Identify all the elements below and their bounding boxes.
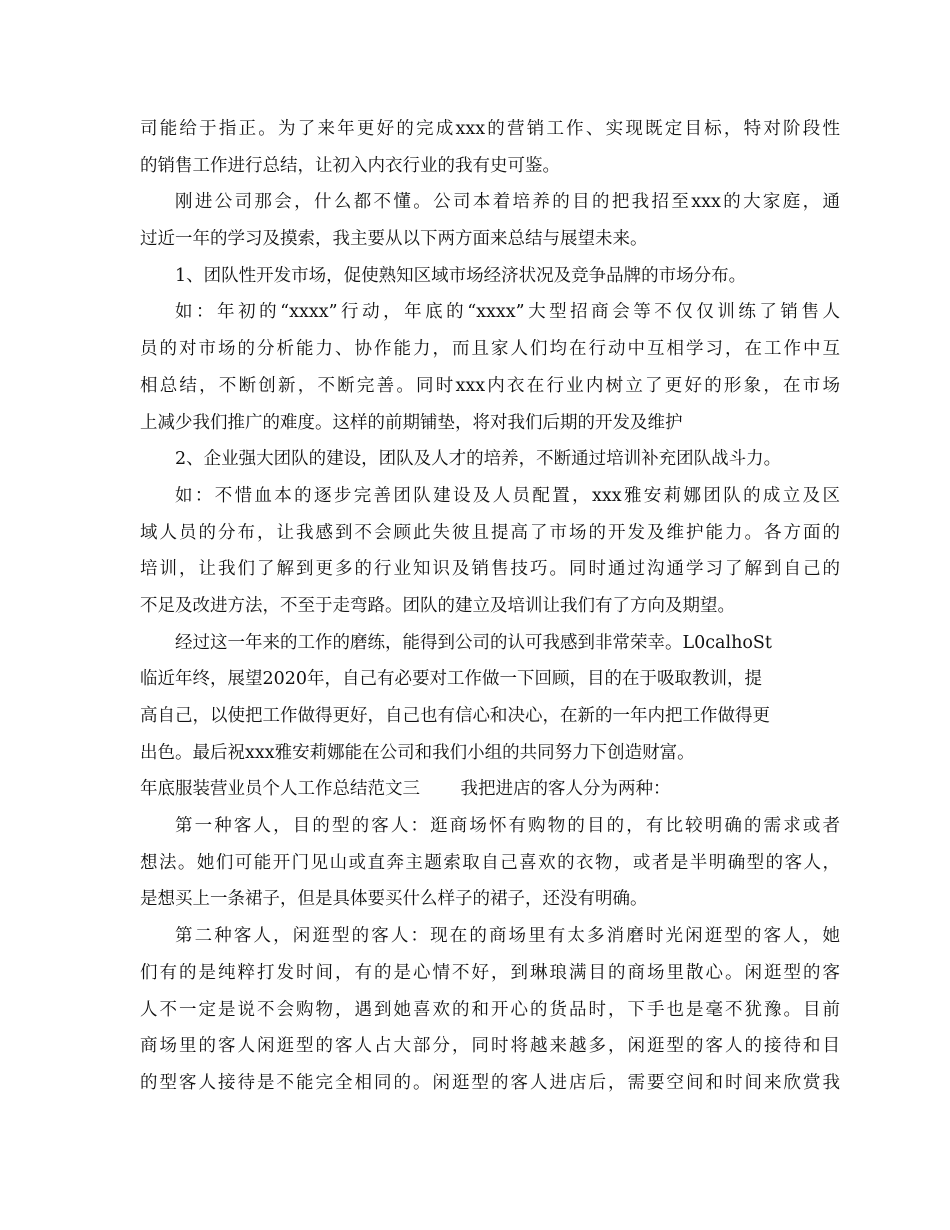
- text-line: 1、团队性开发市场，促使熟知区域市场经济状况及竞争品牌的市场分布。: [175, 265, 747, 286]
- text-line: 是想买上一条裙子，但是具体要买什么样子的裙子，还没有明确。: [140, 889, 648, 910]
- text-line: 第二种客人，闲逛型的客人：现在的商场里有太多消磨时光闲逛型的客人，她: [175, 926, 840, 947]
- text-line: 出色。最后祝xxx雅安莉娜能在公司和我们小组的共同努力下创造财富。: [140, 742, 695, 763]
- text-line: 相总结，不断创新，不断完善。同时xxx内衣在行业内树立了更好的形象，在市场: [140, 375, 840, 396]
- text-line: 培训，让我们了解到更多的行业知识及销售技巧。同时通过沟通学习了解到自己的: [140, 559, 840, 580]
- text-line: 年底服装营业员个人工作总结范文三 我把进店的客人分为两种：: [140, 779, 671, 800]
- text-line: 上减少我们推广的难度。这样的前期铺垫，将对我们后期的开发及维护: [140, 412, 683, 433]
- document-body: [140, 111, 840, 1102]
- text-line: 临近年终，展望2020年，自己有必要对工作做一下回顾，目的在于吸取教训，提: [140, 669, 763, 690]
- text-line: 不足及改进方法，不至于走弯路。团队的建立及培训让我们有了方向及期望。: [140, 595, 735, 616]
- text-line: 员的对市场的分析能力、协作能力，而且家人们均在行动中互相学习，在工作中互: [140, 339, 840, 360]
- text-line: 高自己，以使把工作做得更好，自己也有信心和决心，在新的一年内把工作做得更: [140, 706, 770, 726]
- text-line: 刚进公司那会，什么都不懂。公司本着培养的目的把我招至xxx的大家庭，通: [175, 192, 840, 213]
- text-line: 的销售工作进行总结，让初入内衣行业的我有史可鉴。: [140, 155, 560, 176]
- text-line: 们有的是纯粹打发时间，有的是心情不好，到琳琅满目的商场里散心。闲逛型的客: [140, 962, 840, 983]
- text-line: 2、企业强大团队的建设，团队及人才的培养，不断通过培训补充团队战斗力。: [175, 449, 782, 470]
- text-line: 过近一年的学习及摸索，我主要从以下两方面来总结与展望未来。: [140, 229, 648, 250]
- text-line: 如：不惜血本的逐步完善团队建设及人员配置，xxx雅安莉娜团队的成立及区: [175, 485, 840, 506]
- text-line: 想法。她们可能开门见山或直奔主题索取自己喜欢的衣物，或者是半明确型的客人，: [140, 852, 840, 873]
- text-line: 商场里的客人闲逛型的客人占大部分，同时将越来越多，闲逛型的客人的接待和目: [140, 1036, 840, 1057]
- text-line: 经过这一年来的工作的磨练，能得到公司的认可我感到非常荣幸。L0calhoSt: [175, 632, 772, 653]
- text-line: 域人员的分布，让我感到不会顾此失彼且提高了市场的开发及维护能力。各方面的: [140, 522, 840, 543]
- text-line: 如：年初的“xxxx”行动，年底的“xxxx”大型招商会等不仅仅训练了销售人: [175, 302, 840, 323]
- text-line: 司能给于指正。为了来年更好的完成xxx的营销工作、实现既定目标，特对阶段性: [140, 119, 840, 139]
- text-line: 第一种客人，目的型的客人：逛商场怀有购物的目的，有比较明确的需求或者: [175, 816, 840, 837]
- text-line: 人不一定是说不会购物，遇到她喜欢的和开心的货品时，下手也是毫不犹豫。目前: [140, 999, 840, 1020]
- text-line: 的型客人接待是不能完全相同的。闲逛型的客人进店后，需要空间和时间来欣赏我: [140, 1072, 840, 1093]
